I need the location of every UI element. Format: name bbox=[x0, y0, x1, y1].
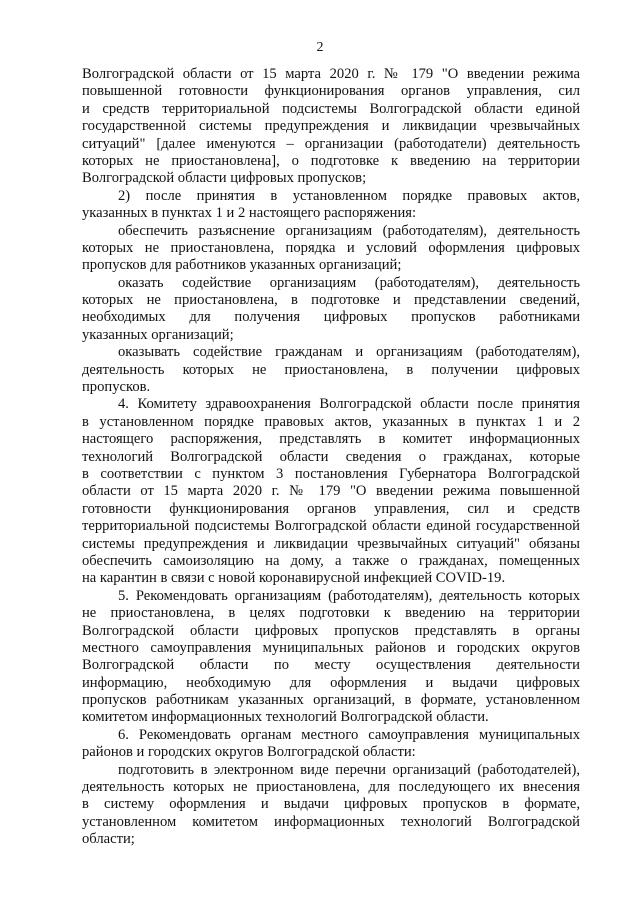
text-line: местного самоуправления муниципальных районов и городских округов bbox=[82, 639, 580, 656]
text-line: оказывать содействие гражданам и организациям (работодателям), bbox=[118, 344, 580, 361]
paragraph bbox=[82, 727, 580, 762]
text-line: обеспечить самоизоляцию на дому, а также о гражданах, помещенных bbox=[82, 552, 580, 569]
paragraph bbox=[82, 588, 580, 727]
paragraph bbox=[82, 762, 580, 849]
text-line: пропусков для работников указанных организаций; bbox=[82, 257, 402, 274]
text-line: 5. Рекомендовать организациям (работодателям), деятельность которых bbox=[118, 587, 580, 604]
text-line: в установленном порядке правовых актов, указанных в пунктах 1 и 2 bbox=[82, 413, 580, 430]
text-line: оказать содействие организациям (работодателям), деятельность bbox=[118, 274, 580, 291]
paragraph bbox=[82, 188, 580, 223]
paragraph bbox=[82, 66, 580, 188]
text-line: в соответствии с пунктом 3 постановления Губернатора Волгоградской bbox=[82, 465, 580, 482]
text-line: 2) после принятия в установленном порядке правовых актов, bbox=[118, 187, 580, 204]
text-line: указанных в пунктах 1 и 2 настоящего распоряжения: bbox=[82, 205, 417, 222]
text-line: 6. Рекомендовать органам местного самоуправления муниципальных bbox=[118, 726, 580, 743]
text-line: системы предупреждения и ликвидации чрезвычайных ситуаций" обязаны bbox=[82, 535, 580, 552]
text-line: пропусков работникам указанных организаций, в формате, установленном bbox=[82, 692, 580, 709]
text-line: указанных организаций; bbox=[82, 326, 234, 343]
text-line: не приостановлена, в целях подготовки к введению на территории bbox=[82, 605, 580, 622]
text-line: информацию, необходимую для оформления и выдачи цифровых bbox=[82, 674, 580, 691]
text-line: технологий Волгоградской области сведения о гражданах, которые bbox=[82, 448, 580, 465]
text-line: пропусков. bbox=[82, 379, 151, 396]
text-line: настоящего распоряжения, представлять в комитет информационных bbox=[82, 431, 580, 448]
text-line: которых не приостановлена, в подготовке и представлении сведений, bbox=[82, 292, 580, 309]
text-line: деятельность которых не приостановлена, для последующего их внесения bbox=[82, 779, 580, 796]
document-body bbox=[82, 66, 580, 849]
text-line: повышенной готовности функционирования органов управления, сил bbox=[82, 83, 580, 100]
text-line: Волгоградской области по месту осуществления деятельности bbox=[82, 657, 580, 674]
text-line: подготовить в электронном виде перечни организаций (работодателей), bbox=[118, 761, 580, 778]
text-line: комитетом информационных технологий Волгоградской области. bbox=[82, 709, 489, 726]
text-line: районов и городских округов Волгоградской области: bbox=[82, 744, 416, 761]
text-line: обеспечить разъяснение организациям (работодателям), деятельность bbox=[118, 222, 580, 239]
text-line: государственной системы предупреждения и ликвидации чрезвычайных bbox=[82, 118, 580, 135]
text-line: которых не приостановлена, порядка и условий оформления цифровых bbox=[82, 239, 580, 256]
text-line: ситуаций" [далее именуются – организации (работодатели) деятельность bbox=[82, 135, 580, 152]
text-line: деятельность которых не приостановлена, в получении цифровых bbox=[82, 361, 580, 378]
text-line: Волгоградской области цифровых пропусков представлять в органы bbox=[82, 622, 580, 639]
text-line: территориальной подсистемы Волгоградской области единой государственной bbox=[82, 518, 580, 535]
text-line: области от 15 марта 2020 г. № 179 "О введении режима повышенной bbox=[82, 483, 580, 500]
text-line: которых не приостановлена], о подготовке к введению на территории bbox=[82, 152, 580, 169]
text-line: области; bbox=[82, 831, 135, 848]
text-line: Волгоградской области от 15 марта 2020 г. № 179 "О введении режима bbox=[82, 66, 580, 82]
text-line: установленном комитетом информационных технологий Волгоградской bbox=[82, 813, 580, 830]
paragraph bbox=[82, 396, 580, 587]
text-line: в систему оформления и выдачи цифровых пропусков в формате, bbox=[82, 796, 580, 813]
page-number: 2 bbox=[316, 40, 324, 55]
paragraph bbox=[82, 223, 580, 275]
text-line: готовности функционирования органов управления, сил и средств bbox=[82, 500, 580, 517]
paragraph bbox=[82, 275, 580, 345]
text-line: Волгоградской области цифровых пропусков; bbox=[82, 170, 367, 187]
text-line: необходимых для получения цифровых пропусков работниками bbox=[82, 309, 580, 326]
text-line: 4. Комитету здравоохранения Волгоградской области после принятия bbox=[118, 396, 580, 413]
text-line: на карантин в связи с новой коронавирусной инфекцией COVID-19. bbox=[82, 570, 506, 587]
paragraph bbox=[82, 344, 580, 396]
text-line: и средств территориальной подсистемы Волгоградской области единой bbox=[82, 100, 580, 117]
